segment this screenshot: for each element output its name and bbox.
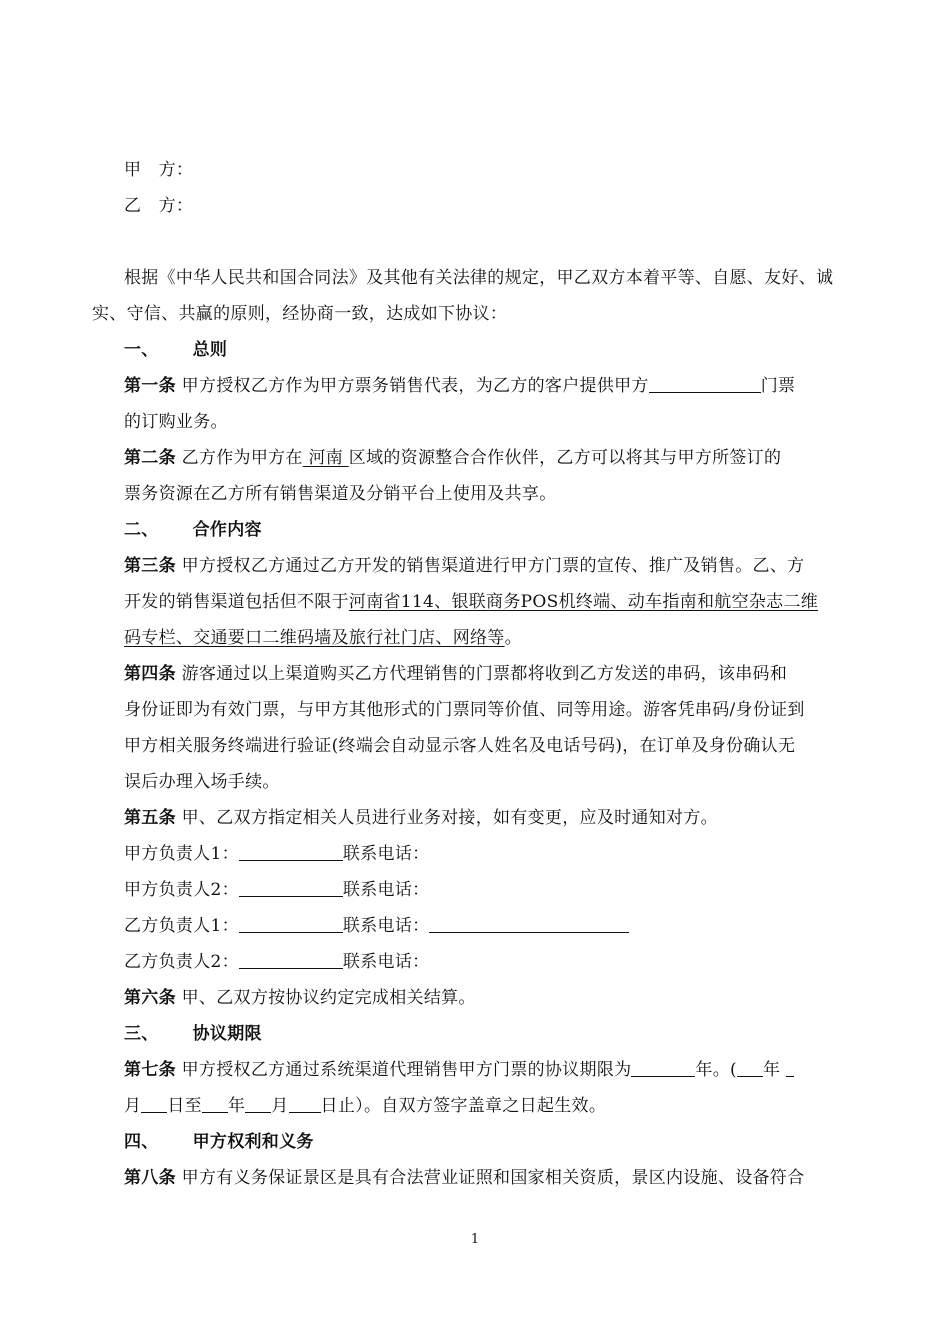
intro-line-2: 实、守信、共赢的原则，经协商一致，达成如下协议：: [92, 304, 508, 324]
blank-field: [649, 378, 761, 393]
article-text: 游客通过以上渠道购买乙方代理销售的门票都将收到乙方发送的串码，该串码和: [181, 664, 788, 684]
section-title: 总则: [192, 340, 228, 360]
section-title: 协议期限: [192, 1024, 262, 1044]
article-text: 甲方授权乙方作为甲方票务销售代表，为乙方的客户提供甲方: [181, 376, 649, 396]
article-4-line-4: 误后办理入场手续。: [124, 772, 280, 792]
blank-field: [141, 1098, 167, 1113]
article-label: 第五条: [124, 808, 176, 828]
blank-field: [737, 1062, 763, 1077]
article-label: 第一条: [124, 376, 176, 396]
article-label: 第三条: [124, 556, 176, 576]
channel-list: 河南省114、银联商务POS机终端、动车指南和航空杂志二维: [348, 592, 819, 612]
article-3-line-2: [124, 587, 818, 612]
section-2-heading: [124, 515, 262, 540]
blank-field: [239, 954, 343, 969]
article-7-line-1: 第七条 甲方授权乙方通过系统渠道代理销售甲方门票的协议期限为 年。( 年: [124, 1055, 794, 1080]
contact-row: 乙方负责人2： 联系电话：: [124, 952, 430, 972]
blank-field: [289, 1098, 321, 1113]
article-text: 开发的销售渠道包括但不限于: [124, 592, 349, 612]
article-label: 第六条: [124, 988, 176, 1008]
blank-field: [245, 1098, 271, 1113]
article-4-line-3: 甲方相关服务终端进行验证(终端会自动显示客人姓名及电话号码)，在订单及身份确认无: [124, 736, 796, 756]
section-4-heading: [124, 1127, 314, 1152]
article-3-line-1: [124, 551, 804, 576]
party-a: 甲 方：: [124, 160, 194, 180]
article-text: 甲、乙双方指定相关人员进行业务对接，如有变更，应及时通知对方。: [181, 808, 718, 828]
section-number: 二、: [124, 520, 159, 540]
region-field: 河南: [308, 448, 344, 468]
article-text: 区域的资源整合合作伙伴，乙方可以将其与甲方所签订的: [348, 448, 782, 468]
section-title: 甲方权利和义务: [192, 1132, 314, 1152]
article-5-line-1: [124, 803, 718, 828]
article-7-line-2: 月 日至 年 月 日止）。自双方签字盖章之日起生效。: [124, 1096, 607, 1116]
blank-field: [786, 1062, 794, 1077]
article-4-line-1: [124, 659, 787, 684]
contact-row: 甲方负责人1： 联系电话：: [124, 844, 430, 864]
blank-field: [239, 846, 343, 861]
blank-field: [202, 1098, 228, 1113]
article-label: 第四条: [124, 664, 176, 684]
blank-field: [631, 1062, 695, 1077]
contact-row: 乙方负责人1： 联系电话：: [124, 911, 629, 936]
article-4-line-2: 身份证即为有效门票，与甲方其他形式的门票同等价值、同等用途。游客凭串码/身份证到: [124, 700, 805, 720]
article-2-line-1: [124, 443, 781, 468]
section-3-heading: [124, 1019, 262, 1044]
section-number: 三、: [124, 1024, 159, 1044]
blank-field: [239, 882, 343, 897]
article-1-line-2: 的订购业务。: [124, 412, 228, 432]
section-1-heading: [124, 335, 227, 360]
page-number: 1: [470, 1232, 480, 1247]
article-text: 甲、乙双方按协议约定完成相关结算。: [181, 988, 476, 1008]
article-text: 甲方授权乙方通过乙方开发的销售渠道进行甲方门票的宣传、推广及销售。乙、方: [181, 556, 805, 576]
article-2-line-2: 票务资源在乙方所有销售渠道及分销平台上使用及共享。: [124, 484, 557, 504]
article-text: 门票: [760, 376, 796, 396]
article-text: 甲方有义务保证景区是具有合法营业证照和国家相关资质，景区内设施、设备符合: [181, 1168, 805, 1188]
contact-row: 甲方负责人2： 联系电话：: [124, 880, 430, 900]
intro-line-1: 根据《中华人民共和国合同法》及其他有关法律的规定，甲乙双方本着平等、自愿、友好、诚: [124, 268, 834, 288]
article-label: 第二条: [124, 448, 176, 468]
section-title: 合作内容: [192, 520, 262, 540]
channel-list: 码专栏、交通要口二维码墙及旅行社门店、网络等: [124, 628, 505, 648]
article-text: 乙方作为甲方在: [181, 448, 303, 468]
article-label: 第八条: [124, 1168, 176, 1188]
section-number: 四、: [124, 1132, 159, 1152]
article-6-line-1: [124, 983, 476, 1008]
article-label: 第七条: [124, 1060, 176, 1080]
blank-field: [239, 918, 343, 933]
article-1-line-1: [124, 371, 795, 396]
article-3-line-3: 码专栏、交通要口二维码墙及旅行社门店、网络等。: [124, 628, 522, 648]
article-8-line-1: [124, 1163, 804, 1188]
party-b: 乙 方：: [124, 196, 194, 216]
section-number: 一、: [124, 340, 159, 360]
blank-field: [429, 918, 629, 933]
article-text: 甲方授权乙方通过系统渠道代理销售甲方门票的协议期限为: [181, 1060, 632, 1080]
